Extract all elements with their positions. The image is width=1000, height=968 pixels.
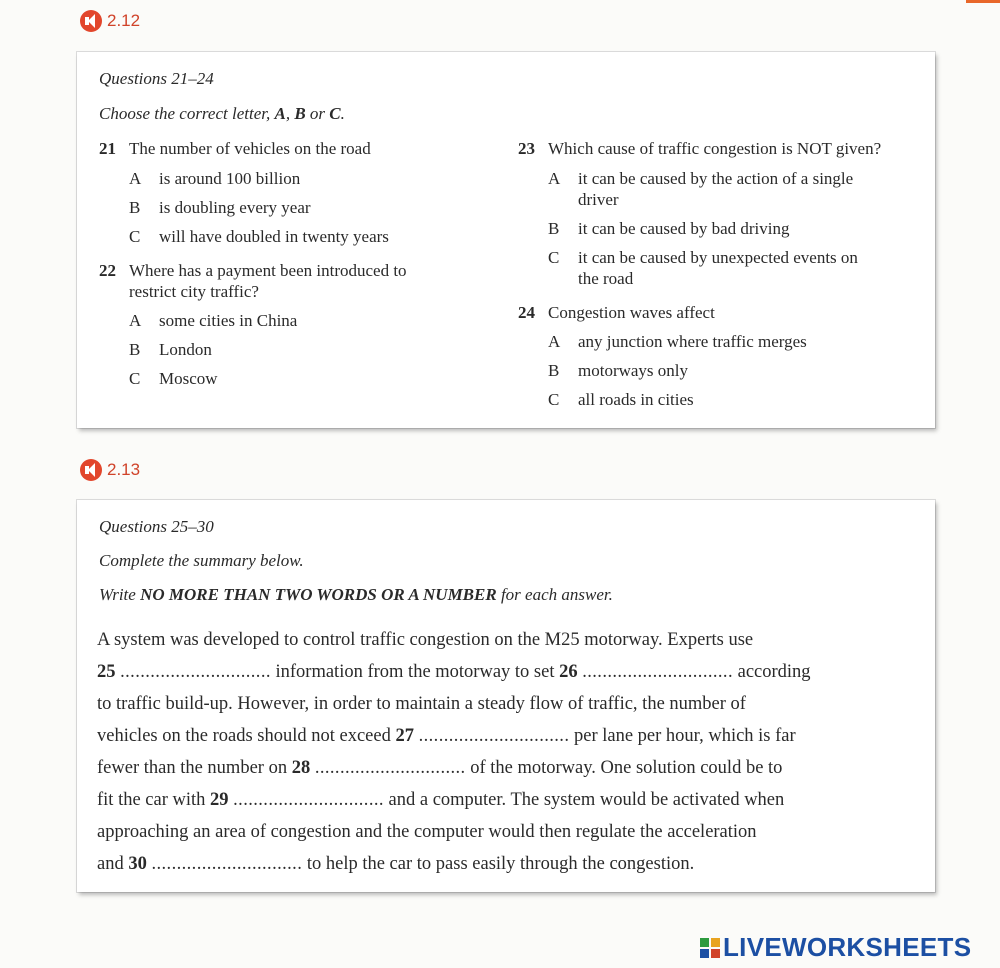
option-22c[interactable]: C Moscow: [129, 369, 218, 388]
summary-line-8: and 30 .............................. to help the car to pass easily through the congestion.: [97, 854, 695, 874]
logo-text: LIVEWORKSHEETS: [723, 932, 972, 962]
questions-21-24-box: [77, 52, 935, 428]
liveworksheets-logo[interactable]: [700, 932, 971, 963]
speaker-icon[interactable]: [80, 459, 102, 481]
option-24b[interactable]: B motorways only: [548, 361, 689, 380]
option-21a[interactable]: A is around 100 billion: [129, 169, 301, 188]
summary-line-2: 25 .............................. information from the motorway to set 26 .............................. according: [97, 662, 811, 682]
answer-blank-30[interactable]: ..............................: [151, 854, 303, 874]
answer-blank-27[interactable]: ..............................: [418, 726, 570, 746]
option-22a[interactable]: A some cities in China: [129, 311, 298, 330]
answer-blank-28[interactable]: ..............................: [314, 758, 466, 778]
option-21b[interactable]: B is doubling every year: [129, 198, 311, 217]
speaker-icon[interactable]: [80, 10, 102, 32]
answer-blank-29[interactable]: ..............................: [233, 790, 384, 810]
answer-blank-25[interactable]: ..............................: [120, 662, 271, 682]
question-24: 24 Congestion waves affect: [518, 303, 715, 322]
option-23a[interactable]: A it can be caused by the action of a single driver: [548, 169, 854, 209]
answer-blank-26[interactable]: ..............................: [582, 662, 733, 682]
option-22b[interactable]: B London: [129, 340, 212, 359]
question-22: 22 Where has a payment been introduced to restrict city traffic?: [99, 261, 407, 301]
question-23: 23 Which cause of traffic congestion is NOT given?: [518, 139, 882, 158]
section-instruction: Complete the summary below.: [99, 551, 304, 570]
section-title: Questions 21–24: [99, 69, 214, 88]
summary-line-6: fit the car with 29 .............................. and a computer. The system would be activated when: [97, 790, 785, 810]
option-24c[interactable]: C all roads in cities: [548, 390, 694, 409]
questions-25-30-box: [77, 500, 935, 892]
corner-accent: [966, 0, 1000, 3]
summary-line-7: approaching an area of congestion and the computer would then regulate the acceleration: [97, 822, 757, 842]
audio-label: 2.12: [107, 11, 141, 30]
audio-track-2-12[interactable]: [80, 10, 140, 32]
option-21c[interactable]: C will have doubled in twenty years: [129, 227, 389, 246]
option-24a[interactable]: A any junction where traffic merges: [548, 332, 807, 351]
option-23c[interactable]: C it can be caused by unexpected events on the road: [548, 248, 858, 288]
question-21: 21 The number of vehicles on the road: [99, 139, 371, 158]
summary-line-5: fewer than the number on 28 .............................. of the motorway. One solution could be to: [97, 758, 783, 778]
section-title: Questions 25–30: [99, 517, 214, 536]
answer-length-instruction: Write NO MORE THAN TWO WORDS OR A NUMBER for each answer.: [99, 585, 613, 604]
section-instruction: Choose the correct letter, A, B or C.: [99, 104, 345, 123]
summary-line-4: vehicles on the roads should not exceed 27 .............................. per lane per hour, which is far: [97, 726, 796, 746]
summary-line-1: A system was developed to control traffic congestion on the M25 motorway. Experts use: [97, 630, 754, 650]
summary-line-3: to traffic build-up. However, in order to maintain a steady flow of traffic, the number of: [97, 694, 746, 714]
logo-icon: [700, 938, 720, 958]
audio-label: 2.13: [107, 460, 141, 479]
audio-track-2-13[interactable]: [80, 459, 140, 481]
option-23b[interactable]: B it can be caused by bad driving: [548, 219, 790, 238]
